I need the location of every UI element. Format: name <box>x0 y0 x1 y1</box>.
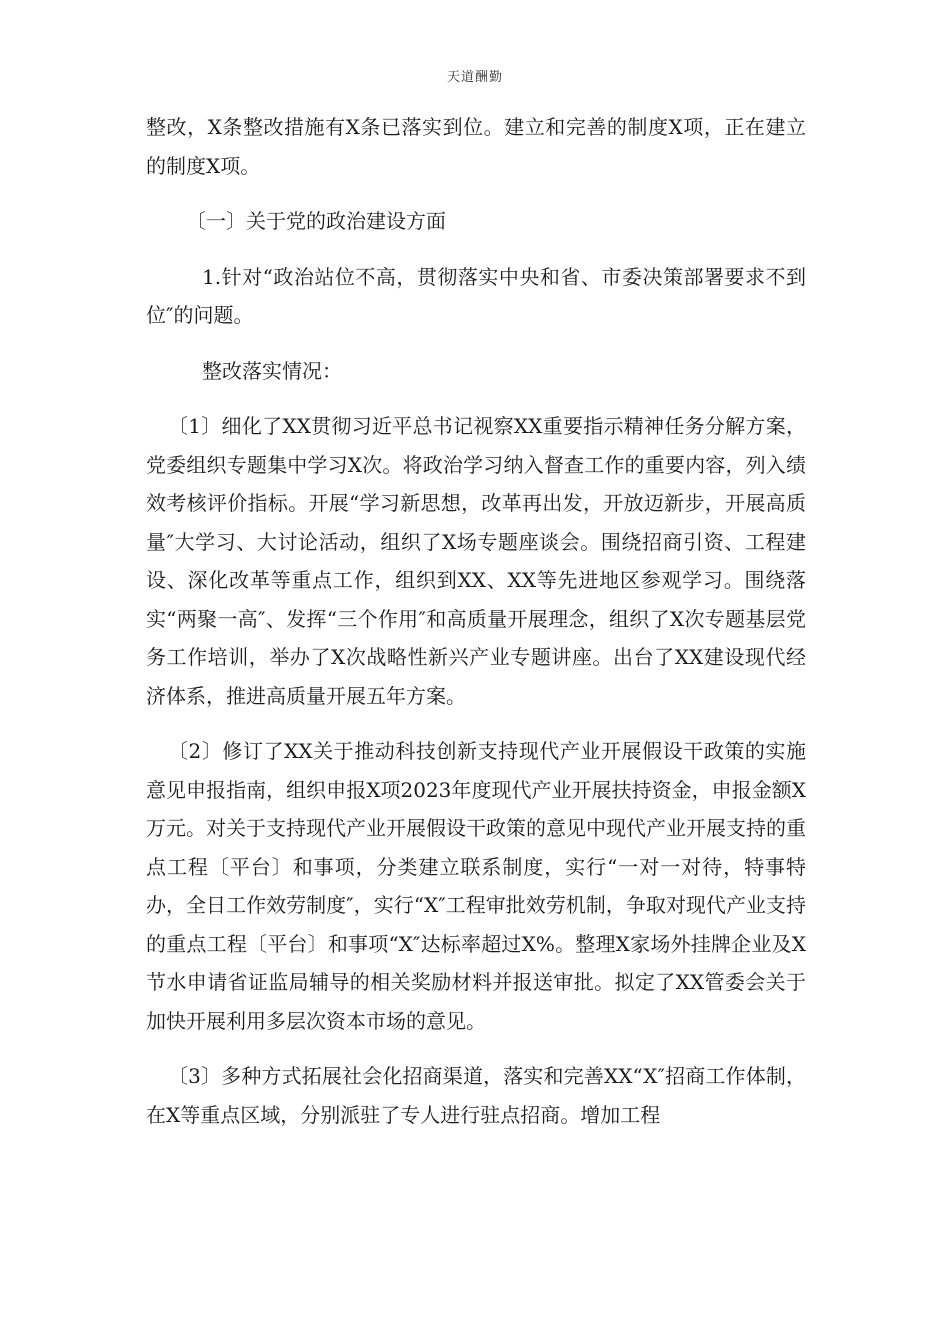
paragraph-item-3: 〔3〕多种方式拓展社会化招商渠道，落实和完善XX“X″招商工作体制，在X等重点区域，分别派驻了专人进行驻点招商。增加工程 <box>146 1064 806 1127</box>
paragraph-item-2: 〔2〕修订了XX关于推动科技创新支持现代产业开展假设干政策的实施意见申报指南，组织申报X项2023年度现代产业开展扶持资金，申报金额X万元。对关于支持现代产业开展假设干政策的意见中现代产业开展支持的重点工程〔平台〕和事项，分类建立联系制度，实行“一对一对待，特事特办，全日工作效劳制度″，实行“X″工程审批效劳机制，争取对现代产业支持的重点工程〔平台〕和事项“X″达标率超过X%。整理X家场外挂牌企业及X节水申请省证监局辅导的相关奖励材料并报送审批。拟定了XX管委会关于加快开展利用多层次资本市场的意见。 <box>146 739 806 1033</box>
paragraph-item-1: 〔1〕细化了XX贯彻习近平总书记视察XX重要指示精神任务分解方案，党委组织专题集中学习X次。将政治学习纳入督查工作的重要内容，列入绩效考核评价指标。开展“学习新思想，改革再出发，开放迈新步，开展高质量″大学习、大讨论活动，组织了X场专题座谈会。围绕招商引资、工程建设、深化改革等重点工作，组织到XX、XX等先进地区参观学习。围绕落实“两聚一高″、发挥“三个作用″和高质量开展理念，组织了X次专题基层党务工作培训，举办了X次战略性新兴产业专题讲座。出台了XX建设现代经济体系，推进高质量开展五年方案。 <box>146 414 806 708</box>
issue-title: 1.针对“政治站位不高，贯彻落实中央和省、市委决策部署要求不到位″的问题。 <box>146 264 806 327</box>
page-header: 天道酬勤 <box>446 70 503 85</box>
document-body <box>146 108 806 1151</box>
paragraph-intro: 整改，X条整改措施有X条已落实到位。建立和完善的制度X项，正在建立的制度X项。 <box>146 115 806 178</box>
section-heading: 〔一〕关于党的政治建设方面 <box>186 209 446 233</box>
subheading-status: 整改落实情况： <box>202 358 342 383</box>
